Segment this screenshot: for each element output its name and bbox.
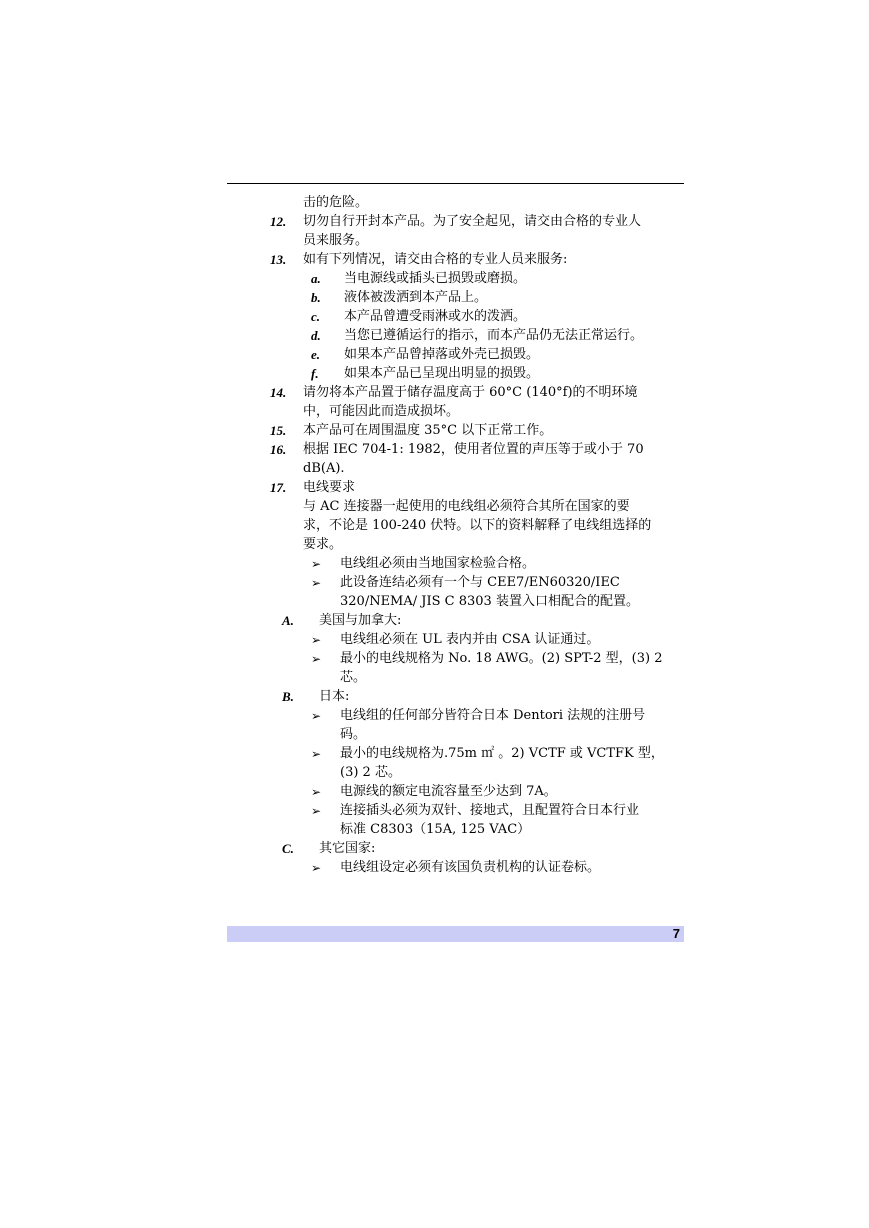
item-number: 13.	[270, 252, 287, 267]
sub-item-letter: d.	[311, 328, 321, 343]
text-line: 电线组必须由当地国家检验合格。	[340, 556, 536, 571]
page-number: 7	[672, 926, 680, 941]
text-line: 电线组的任何部分皆符合日本 Dentori 法规的注册号	[340, 708, 646, 723]
arrow-bullet-icon: ➢	[311, 785, 322, 799]
text-line: 本产品可在周围温度 35°C 以下正常工作。	[303, 423, 553, 438]
text-line: 320/NEMA/ JIS C 8303 装置入口相配合的配置。	[340, 594, 639, 609]
text-line: 与 AC 连接器一起使用的电线组必须符合其所在国家的要	[303, 499, 630, 514]
item-number: 15.	[270, 423, 287, 438]
item-number: 14.	[270, 385, 287, 400]
text-line: 员来服务。	[303, 233, 369, 248]
text-line: 根据 IEC 704-1: 1982，使用者位置的声压等于或小于 70	[303, 442, 644, 457]
arrow-bullet-icon: ➢	[311, 576, 322, 590]
arrow-bullet-icon: ➢	[311, 804, 322, 818]
text-line: 其它国家:	[319, 841, 376, 856]
text-line: 电线要求	[303, 480, 356, 495]
text-line: 当您已遵循运行的指示，而本产品仍无法正常运行。	[344, 328, 644, 343]
text-line: 日本:	[319, 689, 350, 704]
section-letter: B.	[282, 689, 294, 704]
item-number: 16.	[270, 442, 287, 457]
text-line: 美国与加拿大:	[319, 613, 402, 628]
section-letter: A.	[282, 613, 294, 628]
arrow-bullet-icon: ➢	[311, 709, 322, 723]
text-line: 芯。	[340, 670, 367, 685]
text-line: 最小的电线规格为.75m ㎡ 。2) VCTF 或 VCTFK 型，	[340, 746, 664, 761]
arrow-bullet-icon: ➢	[311, 861, 322, 875]
text-line: 击的危险。	[303, 195, 369, 210]
text-line: 连接插头必须为双针、接地式，且配置符合日本行业	[340, 803, 640, 818]
arrow-bullet-icon: ➢	[311, 557, 322, 571]
sub-item-letter: a.	[311, 271, 321, 286]
sub-item-letter: e.	[311, 347, 321, 362]
text-line: 标准 C8303（15A, 125 VAC）	[340, 822, 531, 837]
text-line: 最小的电线规格为 No. 18 AWG。(2) SPT-2 型，(3) 2	[340, 651, 663, 666]
text-line: 电源线的额定电流容量至少达到 7A。	[340, 784, 557, 799]
text-line: 如果本产品已呈现出明显的损毁。	[344, 366, 540, 381]
text-line: (3) 2 芯。	[340, 765, 401, 780]
text-line: 如有下列情况，请交由合格的专业人员来服务:	[303, 252, 568, 267]
section-letter: C.	[282, 841, 294, 856]
text-line: 电线组设定必须有该国负责机构的认证卷标。	[340, 860, 601, 875]
footer-bar	[227, 926, 684, 942]
sub-item-letter: b.	[311, 290, 321, 305]
text-line: 求，不论是 100-240 伏特。以下的资料解释了电线组选择的	[303, 518, 652, 533]
sub-item-letter: c.	[311, 309, 321, 324]
sub-item-letter: f.	[311, 366, 319, 381]
text-line: 如果本产品曾掉落或外壳已损毁。	[344, 347, 540, 362]
text-line: 液体被泼洒到本产品上。	[344, 290, 488, 305]
text-line: 当电源线或插头已损毁或磨损。	[344, 271, 527, 286]
text-line: 切勿自行开封本产品。为了安全起见，请交由合格的专业人	[303, 214, 642, 229]
text-line: 码。	[340, 727, 367, 742]
item-number: 12.	[270, 214, 287, 229]
text-line: 要求。	[303, 537, 343, 552]
text-line: 本产品曾遭受雨淋或水的泼洒。	[344, 309, 527, 324]
text-line: 此设备连结必须有一个与 CEE7/EN60320/IEC	[340, 575, 620, 590]
item-number: 17.	[270, 480, 287, 495]
text-line: 中，可能因此而造成损坏。	[303, 404, 460, 419]
arrow-bullet-icon: ➢	[311, 633, 322, 647]
arrow-bullet-icon: ➢	[311, 747, 322, 761]
header-rule	[227, 183, 684, 184]
text-line: dB(A).	[303, 461, 345, 476]
text-line: 请勿将本产品置于储存温度高于 60°C (140°f)的不明环境	[303, 385, 638, 400]
arrow-bullet-icon: ➢	[311, 652, 322, 666]
text-line: 电线组必须在 UL 表内并由 CSA 认证通过。	[340, 632, 600, 647]
